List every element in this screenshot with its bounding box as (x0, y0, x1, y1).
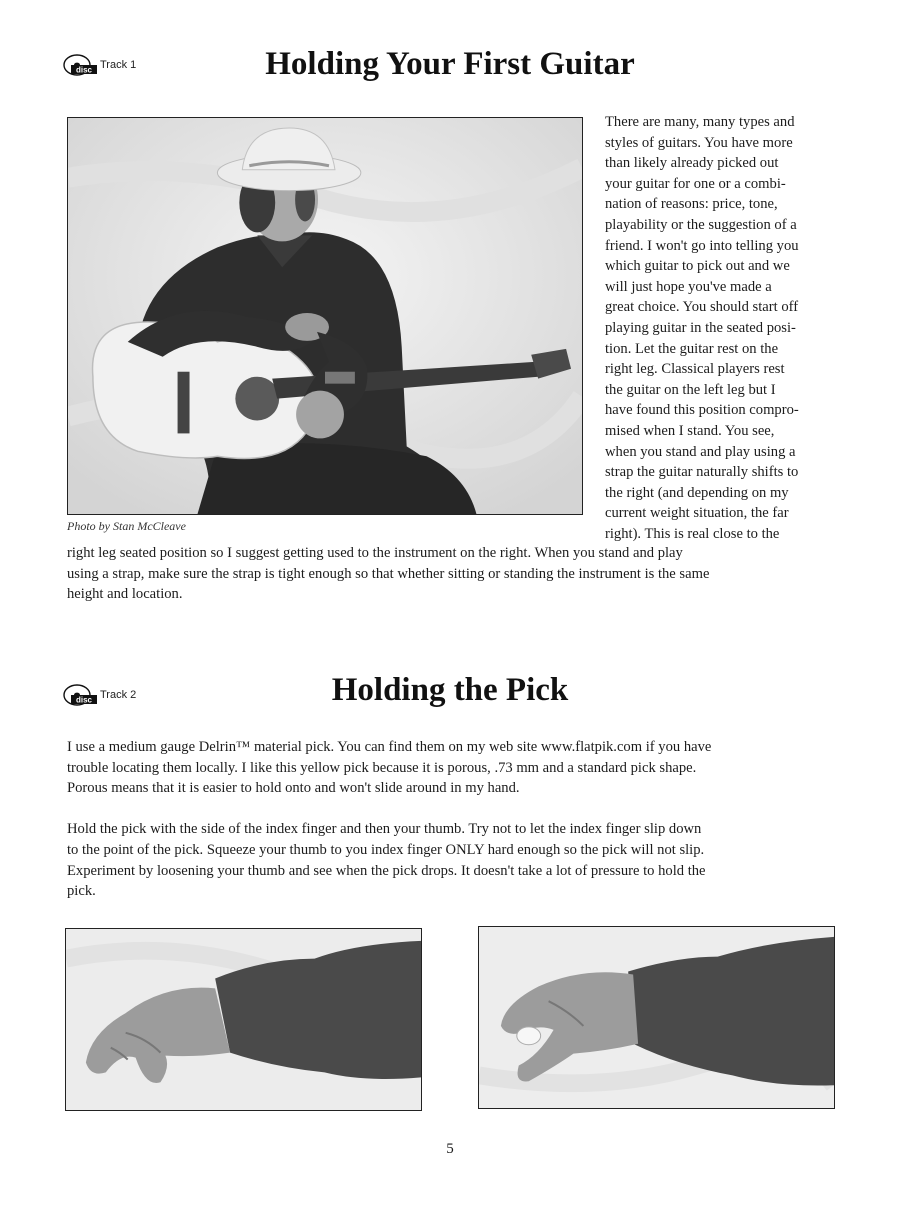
section-2-paragraph-2: Hold the pick with the side of the index finger and then your thumb. Try not to let the index finger slip down to the point of the pick. Squeeze your thumb to you index finger ONLY hard enough so the pick will not slip. Experiment by loosening your thumb and see when the pick drops. It doesn't take a lot of pressure to hold the pick. (67, 821, 706, 900)
pick-grip-photo-right (478, 926, 835, 1109)
track-2-label: Track 2 (100, 689, 137, 701)
svg-text:disc: disc (75, 65, 93, 75)
svg-text:disc: disc (75, 695, 93, 705)
section-1-continued-paragraph: right leg seated position so I suggest getting used to the instrument on the right. When you stand and play using a strap, make sure the strap is tight enough so that whether sitting or standing the instrument is the same height and location. (67, 545, 710, 603)
section-1-side-paragraph: There are many, many types and styles of guitars. You have more than likely already picked out your guitar for one or a combi- nation of reasons: price, tone, playability or the suggestion of a friend. I won't go into telling you which guitar to pick out and we will just hope you've made a great choice. You should start off playing guitar in the seated posi- tion. Let the guitar rest on the right leg. Classical players rest the guitar on the left leg but I have found this position compro- mised when I stand. You see, when you stand and play using a strap the guitar naturally shifts to the right (and depending on my current weight situation, the far right). This is real close to the (605, 114, 799, 542)
section-1-side-text (605, 112, 837, 544)
pick-grip-photo-left (65, 928, 422, 1111)
track-1-label: Track 1 (100, 59, 137, 71)
section-2-paragraph-1: I use a medium gauge Delrin™ material pick. You can find them on my web site www.flatpik.com if you have trouble locating them locally. I like this yellow pick because it is porous, .73 mm and a standard pick shape. Porous means that it is easier to hold onto and won't slide around in my hand. (67, 739, 712, 797)
section-2-text (67, 737, 837, 902)
page-number: 5 (446, 1141, 454, 1157)
photo-credit: Photo by Stan McCleave (67, 519, 186, 533)
section-1-title: Holding Your First Guitar (265, 46, 635, 82)
section-2-title: Holding the Pick (331, 672, 569, 708)
guitar-player-photo (67, 117, 583, 515)
section-1-continued-text (67, 543, 837, 605)
